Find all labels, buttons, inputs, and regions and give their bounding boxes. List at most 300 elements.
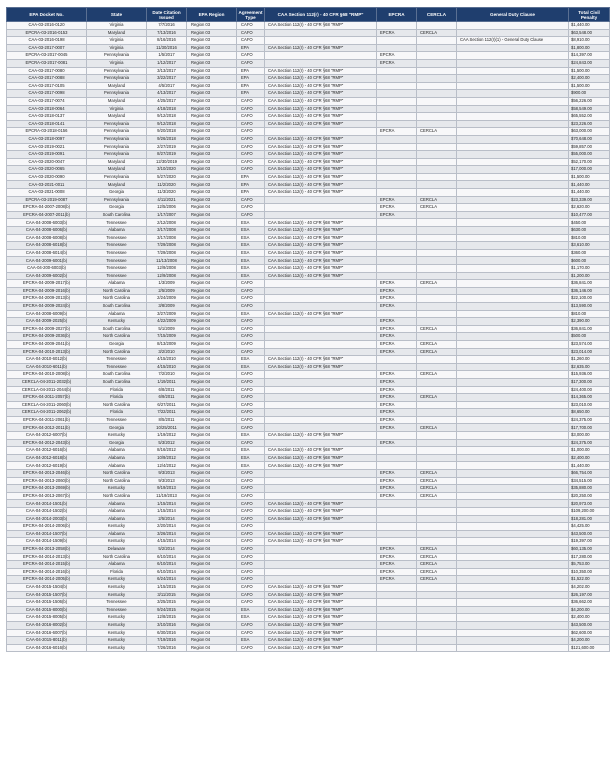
state-cell: Kentucky — [87, 614, 147, 622]
caa-cell — [265, 302, 377, 310]
caa-cell: CAA Section 112(r) - 40 CFR §68 "RMP" — [265, 105, 377, 113]
table-row — [7, 462, 610, 470]
state-cell: Maryland — [87, 29, 147, 37]
caa-cell — [265, 59, 377, 67]
agreement-cell: CAFO — [237, 287, 265, 295]
general-duty-cell — [457, 454, 569, 462]
region-cell: Region 04 — [187, 416, 237, 424]
epcra-cell — [377, 97, 417, 105]
date-cell: 6/10/2014 — [147, 561, 187, 569]
agreement-cell: CAFO — [237, 378, 265, 386]
region-cell: Region 04 — [187, 477, 237, 485]
caa-cell — [265, 325, 377, 333]
state-cell: North Carolina — [87, 295, 147, 303]
agreement-cell: CAFO — [237, 29, 265, 37]
state-cell: Florida — [87, 409, 147, 417]
general-duty-cell — [457, 113, 569, 121]
caa-cell: CAA Section 112(r) - 40 CFR §68 "RMP" — [265, 515, 377, 523]
header-agreement: Agreement Type — [238, 9, 263, 20]
docket-cell: CAA-03-2016-0120 — [7, 22, 87, 30]
date-cell: 12/8/2015 — [147, 614, 187, 622]
region-cell: Region 03 — [187, 143, 237, 151]
agreement-cell: CAFO — [237, 424, 265, 432]
date-cell: 3/10/2020 — [147, 166, 187, 174]
state-cell: Tennessee — [87, 416, 147, 424]
agreement-cell: CAFO — [237, 59, 265, 67]
region-cell: Region 03 — [187, 59, 237, 67]
general-duty-cell — [457, 583, 569, 591]
date-cell: 3/27/2009 — [147, 310, 187, 318]
docket-cell: CAA-04-2009-2025(b) — [7, 318, 87, 326]
caa-cell: CAA Section 112(r) - 40 CFR §68 "RMP" — [265, 97, 377, 105]
date-cell: 11/30/2016 — [147, 44, 187, 52]
date-cell: 7/13/2016 — [147, 29, 187, 37]
cercla-cell — [417, 447, 457, 455]
caa-cell: CAA Section 112(r) - 40 CFR §68 "RMP" — [265, 219, 377, 227]
general-duty-cell — [457, 249, 569, 257]
caa-cell: CAA Section 112(r) - 40 CFR §68 "RMP" — [265, 120, 377, 128]
epcra-cell — [377, 234, 417, 242]
penalty-cell: $13,590.00 — [569, 302, 610, 310]
date-cell: 2/5/2014 — [147, 515, 187, 523]
cercla-cell — [417, 386, 457, 394]
epcra-cell — [377, 181, 417, 189]
date-cell: 1/19/2011 — [147, 378, 187, 386]
general-duty-cell — [457, 318, 569, 326]
penalty-cell: $24,375.00 — [569, 439, 610, 447]
general-duty-cell — [457, 371, 569, 379]
cercla-cell — [417, 310, 457, 318]
general-duty-cell — [457, 295, 569, 303]
table-row — [7, 158, 610, 166]
epcra-cell — [377, 606, 417, 614]
region-cell: Region 04 — [187, 508, 237, 516]
table-row — [7, 287, 610, 295]
date-cell: 3/8/2009 — [147, 302, 187, 310]
cercla-cell — [417, 606, 457, 614]
docket-cell: EPCRA-03-2017-0081 — [7, 59, 87, 67]
cercla-cell — [417, 599, 457, 607]
docket-cell: EPCRA-04-2009-2016(b) — [7, 287, 87, 295]
cercla-cell — [417, 105, 457, 113]
penalty-cell: $4,200.00 — [569, 637, 610, 645]
general-duty-cell — [457, 394, 569, 402]
cercla-cell — [417, 173, 457, 181]
region-cell: Region 04 — [187, 644, 237, 652]
region-cell: Region 03 — [187, 52, 237, 60]
agreement-cell: EPA — [237, 173, 265, 181]
region-cell: Region 04 — [187, 485, 237, 493]
docket-cell: EPCRA-04-2009-2013(b) — [7, 295, 87, 303]
caa-cell — [265, 318, 377, 326]
table-row — [7, 416, 610, 424]
cercla-cell — [417, 158, 457, 166]
docket-cell: CERCLA-04-2011-2032(b) — [7, 378, 87, 386]
docket-cell: EPCRA-04-2011-2061(b) — [7, 416, 87, 424]
penalty-cell: $24,375.00 — [569, 416, 610, 424]
date-cell: 9/3/2013 — [147, 470, 187, 478]
docket-cell: CAA-03-2017-0105 — [7, 82, 87, 90]
caa-cell: CAA Section 112(r) - 40 CFR §68 "RMP" — [265, 500, 377, 508]
epcra-cell — [377, 67, 417, 75]
cercla-cell: CERCLA — [417, 340, 457, 348]
state-cell: North Carolina — [87, 553, 147, 561]
penalty-cell: $66,754.00 — [569, 470, 610, 478]
epcra-cell — [377, 158, 417, 166]
epcra-cell: EPCRA — [377, 409, 417, 417]
caa-cell — [265, 568, 377, 576]
agreement-cell: EPA — [237, 67, 265, 75]
cercla-cell: CERCLA — [417, 325, 457, 333]
agreement-cell: CAFO — [237, 530, 265, 538]
table-row — [7, 151, 610, 159]
cercla-cell: CERCLA — [417, 196, 457, 204]
cercla-cell — [417, 614, 457, 622]
cercla-cell: CERCLA — [417, 29, 457, 37]
state-cell: Pennsylvania — [87, 52, 147, 60]
caa-cell: CAA Section 112(r) - 40 CFR §68 "RMP" — [265, 189, 377, 197]
agreement-cell: ESA — [237, 432, 265, 440]
penalty-cell: $1,800.00 — [569, 44, 610, 52]
penalty-cell: $15,936.00 — [569, 371, 610, 379]
region-cell: Region 04 — [187, 576, 237, 584]
agreement-cell: CAFO — [237, 204, 265, 212]
header-state: State — [87, 8, 147, 22]
region-cell: Region 04 — [187, 340, 237, 348]
epcra-cell: EPCRA — [377, 545, 417, 553]
state-cell: Tennessee — [87, 363, 147, 371]
docket-cell: CAA-04-2015-1507(b) — [7, 591, 87, 599]
penalty-cell: $43,500.00 — [569, 530, 610, 538]
date-cell: 7/19/2016 — [147, 637, 187, 645]
general-duty-cell — [457, 82, 569, 90]
epcra-cell: EPCRA — [377, 401, 417, 409]
epcra-cell — [377, 242, 417, 250]
docket-cell: CAA-03-2016-0198 — [7, 37, 87, 45]
caa-cell: CAA Section 112(r) - 40 CFR §68 "RMP" — [265, 637, 377, 645]
agreement-cell: CAFO — [237, 439, 265, 447]
region-cell: Region 04 — [187, 265, 237, 273]
region-cell: Region 04 — [187, 614, 237, 622]
cercla-cell — [417, 356, 457, 364]
table-row — [7, 363, 610, 371]
date-cell: 6/10/2014 — [147, 553, 187, 561]
state-cell: Pennsylvania — [87, 135, 147, 143]
region-cell: Region 04 — [187, 325, 237, 333]
docket-cell: EPCRA-04-2013-2046(b) — [7, 470, 87, 478]
agreement-cell: CAFO — [237, 538, 265, 546]
docket-cell: CAA-04-2015-1506(b) — [7, 599, 87, 607]
state-cell: Pennsylvania — [87, 196, 147, 204]
epcra-cell: EPCRA — [377, 553, 417, 561]
epcra-cell — [377, 90, 417, 98]
docket-cell: EPCRA-04-2010-2013(b) — [7, 348, 87, 356]
caa-cell — [265, 128, 377, 136]
general-duty-cell — [457, 287, 569, 295]
docket-cell: CAA-04-2008-6008(b) — [7, 234, 87, 242]
state-cell: Tennessee — [87, 356, 147, 364]
cercla-cell — [417, 249, 457, 257]
agreement-cell: ESA — [237, 447, 265, 455]
epcra-cell — [377, 432, 417, 440]
cercla-cell — [417, 333, 457, 341]
docket-cell: EPCRA-04-2013-2060(b) — [7, 477, 87, 485]
date-cell: 7/26/2016 — [147, 644, 187, 652]
epcra-cell — [377, 538, 417, 546]
table-row — [7, 135, 610, 143]
agreement-cell: CAFO — [237, 416, 265, 424]
docket-cell: CAA-04-2008-6003(b) — [7, 219, 87, 227]
penalty-cell: $3,000.00 — [569, 432, 610, 440]
cercla-cell — [417, 302, 457, 310]
agreement-cell: ESA — [237, 265, 265, 273]
date-cell: 3/22/2017 — [147, 75, 187, 83]
date-cell: 9/24/2015 — [147, 606, 187, 614]
caa-cell: CAA Section 112(r) - 40 CFR §68 "RMP" — [265, 242, 377, 250]
agreement-cell: CAFO — [237, 492, 265, 500]
agreement-cell: CAFO — [237, 583, 265, 591]
state-cell: Tennessee — [87, 265, 147, 273]
general-duty-cell — [457, 22, 569, 30]
penalty-cell: $3,610.00 — [569, 242, 610, 250]
state-cell: Tennessee — [87, 599, 147, 607]
cercla-cell — [417, 265, 457, 273]
penalty-cell: $63,000.00 — [569, 128, 610, 136]
penalty-cell: $55,000.00 — [569, 151, 610, 159]
general-duty-cell — [457, 538, 569, 546]
table-row — [7, 67, 610, 75]
cercla-cell — [417, 151, 457, 159]
cercla-cell — [417, 143, 457, 151]
agreement-cell: CAFO — [237, 295, 265, 303]
agreement-cell: CAFO — [237, 37, 265, 45]
docket-cell: CAA-03-2017-0088 — [7, 75, 87, 83]
epcra-cell — [377, 508, 417, 516]
agreement-cell: CAFO — [237, 394, 265, 402]
table-row — [7, 386, 610, 394]
general-duty-cell — [457, 242, 569, 250]
penalty-cell: $62,600.00 — [569, 629, 610, 637]
state-cell: Tennessee — [87, 234, 147, 242]
table-row — [7, 318, 610, 326]
region-cell: Region 04 — [187, 621, 237, 629]
state-cell: Kentucky — [87, 637, 147, 645]
penalty-cell: $24,843.00 — [569, 59, 610, 67]
agreement-cell: CAFO — [237, 644, 265, 652]
state-cell: North Carolina — [87, 477, 147, 485]
general-duty-cell: CAA Section 112(r)(1) - General Duty Clause — [457, 37, 569, 45]
general-duty-cell — [457, 166, 569, 174]
date-cell: 6/10/2014 — [147, 568, 187, 576]
state-cell: Georgia — [87, 340, 147, 348]
penalty-cell: $24,400.00 — [569, 386, 610, 394]
general-duty-cell — [457, 545, 569, 553]
penalty-cell: $10,477.00 — [569, 211, 610, 219]
epcra-cell: EPCRA — [377, 333, 417, 341]
caa-cell: CAA Section 112(r) - 40 CFR §68 "RMP" — [265, 614, 377, 622]
caa-cell — [265, 477, 377, 485]
epcra-cell — [377, 227, 417, 235]
agreement-cell: ESA — [237, 614, 265, 622]
caa-cell: CAA Section 112(r) - 40 CFR §68 "RMP" — [265, 272, 377, 280]
cercla-cell: CERCLA — [417, 553, 457, 561]
region-cell: Region 04 — [187, 553, 237, 561]
docket-cell: CAA-04-2009-6002(b) — [7, 272, 87, 280]
caa-cell: CAA Section 112(r) - 40 CFR §68 "RMP" — [265, 363, 377, 371]
state-cell: South Carolina — [87, 371, 147, 379]
region-cell: Region 04 — [187, 545, 237, 553]
table-row — [7, 97, 610, 105]
region-cell: Region 04 — [187, 394, 237, 402]
state-cell: Florida — [87, 394, 147, 402]
penalty-cell: $900.00 — [569, 90, 610, 98]
state-cell: Tennessee — [87, 242, 147, 250]
docket-cell: EPCRA-03-2018-0156 — [7, 128, 87, 136]
date-cell: 4/5/2017 — [147, 82, 187, 90]
table-row — [7, 265, 610, 273]
agreement-cell: CAFO — [237, 166, 265, 174]
caa-cell: CAA Section 112(r) - 40 CFR §68 "RMP" — [265, 151, 377, 159]
caa-cell: CAA Section 112(r) - 40 CFR §68 "RMP" — [265, 227, 377, 235]
agreement-cell: EPA — [237, 44, 265, 52]
region-cell: Region 04 — [187, 333, 237, 341]
state-cell: South Carolina — [87, 302, 147, 310]
epcra-cell — [377, 621, 417, 629]
table-row — [7, 82, 610, 90]
penalty-cell: $10,350.00 — [569, 568, 610, 576]
agreement-cell: CAFO — [237, 151, 265, 159]
general-duty-cell — [457, 621, 569, 629]
region-cell: Region 03 — [187, 166, 237, 174]
caa-cell: CAA Section 112(r) - 40 CFR §68 "RMP" — [265, 606, 377, 614]
penalty-cell: $35,880.00 — [569, 485, 610, 493]
table-row — [7, 545, 610, 553]
state-cell: Alabama — [87, 530, 147, 538]
date-cell: 3/11/2015 — [147, 591, 187, 599]
docket-cell: EPCRA-04-2014-2006(b) — [7, 523, 87, 531]
table-row — [7, 454, 610, 462]
agreement-cell: CAFO — [237, 105, 265, 113]
table-row — [7, 166, 610, 174]
state-cell: Georgia — [87, 439, 147, 447]
general-duty-cell — [457, 492, 569, 500]
table-row — [7, 538, 610, 546]
cercla-cell — [417, 363, 457, 371]
general-duty-cell — [457, 378, 569, 386]
region-cell: Region 04 — [187, 227, 237, 235]
date-cell: 6/9/2011 — [147, 394, 187, 402]
cercla-cell — [417, 181, 457, 189]
region-cell: Region 04 — [187, 454, 237, 462]
region-cell: Region 03 — [187, 67, 237, 75]
docket-cell: EPCRA-04-2007-2008(b) — [7, 204, 87, 212]
general-duty-cell — [457, 409, 569, 417]
penalty-cell: $20,973.00 — [569, 500, 610, 508]
cercla-cell — [417, 227, 457, 235]
penalty-cell: $2,390.00 — [569, 318, 610, 326]
cercla-cell — [417, 135, 457, 143]
state-cell: Alabama — [87, 447, 147, 455]
region-cell: Region 04 — [187, 424, 237, 432]
general-duty-cell — [457, 52, 569, 60]
epcra-cell — [377, 135, 417, 143]
region-cell: Region 04 — [187, 257, 237, 265]
caa-cell: CAA Section 112(r) - 40 CFR §68 "RMP" — [265, 599, 377, 607]
agreement-cell: CAFO — [237, 561, 265, 569]
date-cell: 7/29/2008 — [147, 249, 187, 257]
general-duty-cell — [457, 272, 569, 280]
general-duty-cell — [457, 158, 569, 166]
cercla-cell — [417, 67, 457, 75]
region-cell: Region 03 — [187, 44, 237, 52]
agreement-cell: CAFO — [237, 348, 265, 356]
docket-cell: EPCRA-04-2012-2043(b) — [7, 439, 87, 447]
epcra-cell — [377, 310, 417, 318]
date-cell: 9/26/2018 — [147, 135, 187, 143]
penalty-cell: $1,170.00 — [569, 265, 610, 273]
cercla-cell — [417, 219, 457, 227]
epcra-cell: EPCRA — [377, 576, 417, 584]
epcra-cell — [377, 257, 417, 265]
general-duty-cell — [457, 356, 569, 364]
epcra-cell: EPCRA — [377, 287, 417, 295]
penalty-cell: $2,400.00 — [569, 454, 610, 462]
docket-cell: EPCRA-03-2019-0087 — [7, 196, 87, 204]
cercla-cell — [417, 97, 457, 105]
penalty-cell: $63,548.00 — [569, 29, 610, 37]
region-cell: Region 03 — [187, 173, 237, 181]
epcra-cell — [377, 22, 417, 30]
epcra-cell — [377, 75, 417, 83]
epcra-cell: EPCRA — [377, 416, 417, 424]
penalty-cell: $23,010.00 — [569, 401, 610, 409]
date-cell: 8/13/2009 — [147, 340, 187, 348]
table-row — [7, 333, 610, 341]
table-row — [7, 515, 610, 523]
header-region: EPA Region — [187, 8, 237, 22]
region-cell: Region 04 — [187, 530, 237, 538]
epcra-cell: EPCRA — [377, 424, 417, 432]
agreement-cell: ESA — [237, 234, 265, 242]
docket-cell: EPCRA-04-2009-2024(b) — [7, 302, 87, 310]
docket-cell: CAA-04-2016-6007(b) — [7, 629, 87, 637]
state-cell: Alabama — [87, 500, 147, 508]
cercla-cell — [417, 90, 457, 98]
caa-cell: CAA Section 112(r) - 40 CFR §68 "RMP" — [265, 257, 377, 265]
penalty-cell: $1,500.00 — [569, 82, 610, 90]
table-row — [7, 606, 610, 614]
date-cell: 9/19/2013 — [147, 485, 187, 493]
table-row — [7, 234, 610, 242]
state-cell: South Carolina — [87, 211, 147, 219]
region-cell: Region 03 — [187, 189, 237, 197]
general-duty-cell — [457, 120, 569, 128]
docket-cell: EPCRA-04-2014-2005(b) — [7, 576, 87, 584]
penalty-cell: $1,000.00 — [569, 447, 610, 455]
epcra-cell — [377, 462, 417, 470]
epcra-cell: EPCRA — [377, 378, 417, 386]
agreement-cell: CAFO — [237, 22, 265, 30]
date-cell: 9/12/2018 — [147, 113, 187, 121]
epcra-cell — [377, 44, 417, 52]
date-cell: 2/20/2014 — [147, 523, 187, 531]
agreement-cell: CAFO — [237, 113, 265, 121]
region-cell: Region 04 — [187, 583, 237, 591]
date-cell: 3/10/2016 — [147, 621, 187, 629]
penalty-cell: $1,500.00 — [569, 173, 610, 181]
region-cell: Region 03 — [187, 82, 237, 90]
penalty-cell: $52,170.00 — [569, 158, 610, 166]
